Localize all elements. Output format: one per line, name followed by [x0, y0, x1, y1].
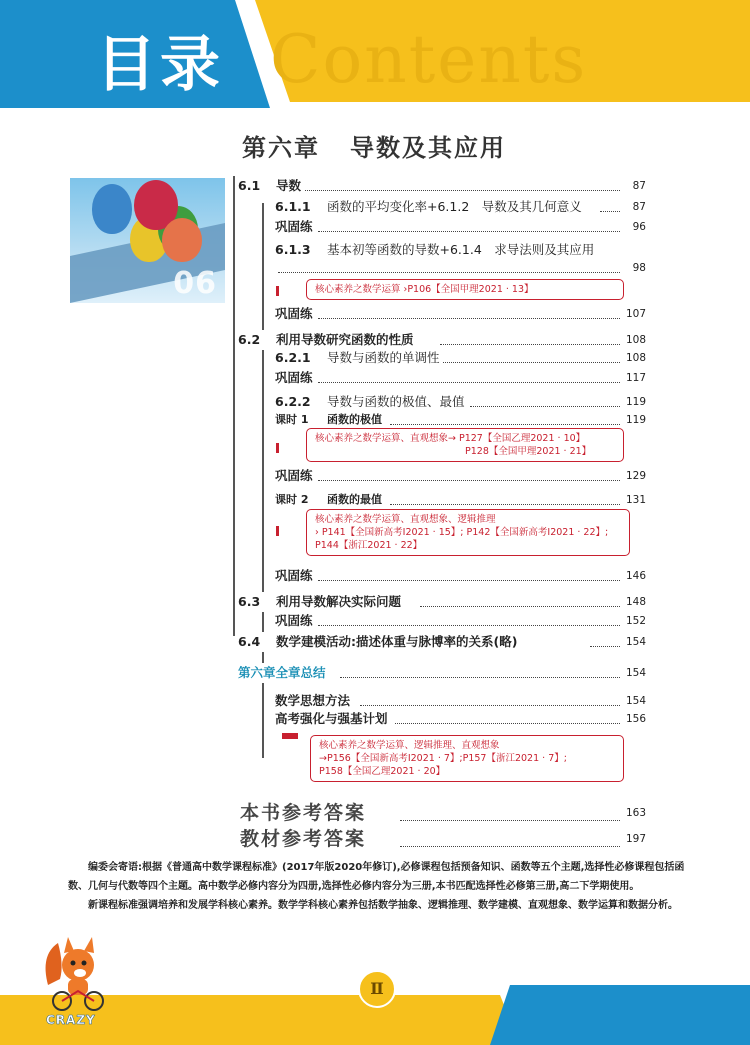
toc-label: 巩固练: [275, 466, 316, 486]
toc-page: 119: [623, 392, 646, 412]
toc-row-6-1[interactable]: [0, 176, 750, 196]
toc-label: 巩固练: [275, 304, 316, 324]
toc-page: 154: [623, 632, 646, 652]
toc-page: 154: [623, 663, 646, 683]
toc-label: 课时 2 函数的最值: [275, 490, 385, 510]
toc-page: 98: [630, 258, 646, 278]
toc-page: 107: [623, 304, 646, 324]
toc-label: 6.2 利用导数研究函数的性质: [238, 330, 417, 350]
toc-row-math-methods[interactable]: [0, 691, 750, 711]
toc-row-textbook-answers[interactable]: [0, 826, 750, 852]
toc-page: 163: [623, 800, 646, 826]
toc-label: 教材参考答案: [240, 826, 369, 852]
toc-page: 148: [623, 592, 646, 612]
page-number-badge: Ⅱ: [358, 970, 396, 1008]
toc-page: 197: [623, 826, 646, 852]
toc-row-practice[interactable]: [0, 466, 750, 486]
toc-row-practice[interactable]: [0, 611, 750, 631]
toc-page: 146: [623, 566, 646, 586]
toc-page: 131: [623, 490, 646, 510]
toc-label: 巩固练: [275, 566, 316, 586]
chapter-heading: [242, 128, 506, 163]
toc-label: 本书参考答案: [240, 800, 369, 826]
toc-page: 119: [623, 410, 646, 430]
toc-row-book-answers[interactable]: [0, 800, 750, 826]
toc-row-chapter-summary[interactable]: [0, 663, 750, 683]
toc-label: 巩固练: [275, 611, 316, 631]
header-subtitle: Contents: [270, 21, 588, 98]
toc-row-practice[interactable]: [0, 566, 750, 586]
marker-red: [282, 733, 298, 739]
toc-page: 152: [623, 611, 646, 631]
chapter-name: 导数及其应用: [350, 134, 506, 162]
toc-label: 巩固练: [275, 368, 316, 388]
toc-page: 108: [623, 348, 646, 368]
toc-label: 6.1.3 基本初等函数的导数+6.1.4 求导法则及其应用: [275, 240, 597, 260]
core-literacy-box: 核心素养之数学运算、逻辑推理、直观想象 →P156【全国新高考Ⅰ2021 · 7】;P157【浙江2021 · 7】; P158【全国乙理2021 · 20】: [310, 735, 624, 782]
marker-red: [276, 286, 279, 296]
toc-page: 87: [630, 197, 646, 217]
toc-page: 154: [623, 691, 646, 711]
core-literacy-box: 核心素养之数学运算 ›P106【全国甲理2021 · 13】: [306, 279, 624, 300]
core-literacy-box: 核心素养之数学运算、直观想象、逻辑推理 › P141【全国新高考Ⅰ2021 · 15】; P142【全国新高考Ⅰ2021 · 22】; P144【浙江2021 · 22】: [306, 509, 630, 556]
toc-row-6-2-2[interactable]: [0, 392, 750, 412]
toc-page: 96: [630, 217, 646, 237]
toc-label: 6.2.1 导数与函数的单调性: [275, 348, 443, 368]
toc-row-lesson-1[interactable]: [0, 410, 750, 430]
page-title: 目录: [96, 30, 224, 100]
toc-page: 156: [623, 709, 646, 729]
toc-label: 巩固练: [275, 217, 316, 237]
footer-blue-band: [490, 985, 750, 1045]
marker-red: [276, 443, 279, 453]
toc-row-6-4[interactable]: [0, 632, 750, 652]
toc-label: 6.4 数学建模活动:描述体重与脉博率的关系(略): [238, 632, 520, 652]
chapter-badge: 06: [173, 266, 217, 301]
editor-note: 编委会寄语:根据《普通高中数学课程标准》(2017年版2020年修订),必修课程包括预备知识、函数等五个主题,选择性必修课程包括函数、几何与代数等四个主题。高中数学必修内容分为四册,选择性必修内容分为三册,本书匹配选择性必修第三册,高二下学期使用。 新课程标准强调培养和发展学科核心素养。数学学科核心素养包括数学抽象、逻辑推理、数学建模、直观想象、数学运算和数据分析。: [68, 862, 685, 911]
toc-row-practice[interactable]: [0, 217, 750, 237]
toc-row-6-2[interactable]: [0, 330, 750, 350]
toc-label: 6.1.1 函数的平均变化率+6.1.2 导数及其几何意义: [275, 197, 585, 217]
mascot-label: CRAZY: [46, 1013, 96, 1027]
toc-row-practice[interactable]: [0, 304, 750, 324]
toc-page: 87: [630, 176, 646, 196]
toc-label: 第六章全章总结: [238, 663, 329, 683]
toc-row-exam-plan[interactable]: [0, 709, 750, 729]
toc-label: 6.1 导数: [238, 176, 304, 196]
chapter-number: 第六章: [242, 134, 320, 162]
toc-label: 高考强化与强基计划: [275, 709, 391, 729]
toc-row-lesson-2[interactable]: [0, 490, 750, 510]
toc-label: 6.3 利用导数解决实际问题: [238, 592, 404, 612]
marker-red: [276, 526, 279, 536]
toc-page: 108: [623, 330, 646, 350]
toc-row-6-1-3-page[interactable]: [0, 258, 750, 278]
toc-page: 129: [623, 466, 646, 486]
toc-label: 6.2.2 导数与函数的极值、最值: [275, 392, 468, 412]
fox-mascot-icon: [40, 935, 110, 1015]
toc-label: 课时 1 函数的极值: [275, 410, 385, 430]
toc-label: 数学思想方法: [275, 691, 353, 711]
toc-row-practice[interactable]: [0, 368, 750, 388]
core-literacy-box: 核心素养之数学运算、直观想象→ P127【全国乙理2021 · 10】 P128【全国甲理2021 · 21】: [306, 428, 624, 462]
toc-page: 117: [623, 368, 646, 388]
